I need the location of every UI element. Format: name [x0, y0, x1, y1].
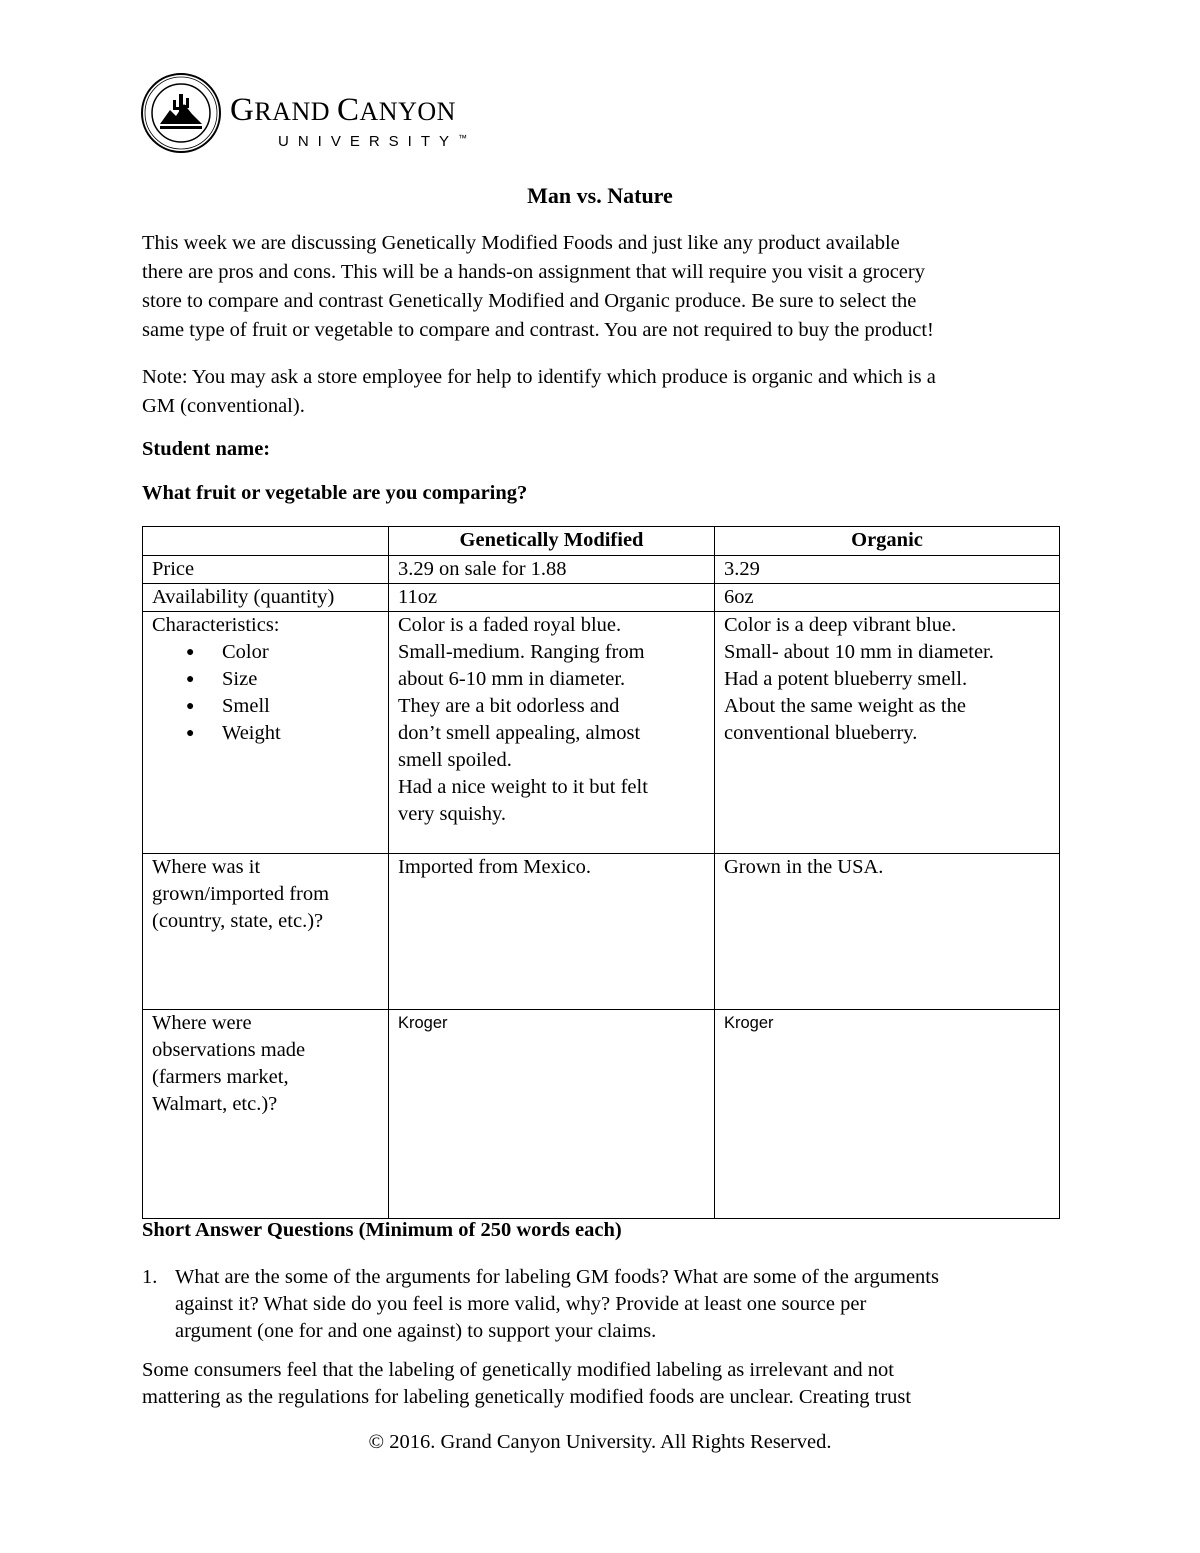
- question-1: [142, 1264, 1067, 1345]
- intro-line: This week we are discussing Genetically Modified Foods and just like any product available: [142, 232, 900, 254]
- organic-char-line: Color is a deep vibrant blue.: [724, 614, 957, 636]
- question-line: What are the some of the arguments for labeling GM foods? What are some of the arguments: [175, 1266, 939, 1288]
- organic-char-line: Small- about 10 mm in diameter.: [724, 641, 994, 663]
- header-blank: [143, 527, 389, 556]
- grown-label: [143, 854, 389, 1010]
- gm-char-line: Color is a faded royal blue.: [398, 614, 622, 636]
- observed-label-line: (farmers market,: [152, 1066, 289, 1088]
- gm-char-line: Small-medium. Ranging from: [398, 641, 645, 663]
- grown-label-line: Where was it: [152, 856, 261, 878]
- copyright-footer: © 2016. Grand Canyon University. All Rights Reserved.: [368, 1431, 832, 1453]
- university-seal-icon: [140, 72, 222, 154]
- header-gm: Genetically Modified: [389, 527, 715, 556]
- table-row-availability: [143, 584, 1060, 612]
- characteristics-list: [152, 639, 379, 747]
- grown-label-line: (country, state, etc.)?: [152, 910, 324, 932]
- comparing-label: What fruit or vegetable are you comparing?: [142, 482, 528, 504]
- characteristics-label-cell: [143, 612, 389, 854]
- grown-gm: Imported from Mexico.: [389, 854, 715, 1010]
- list-item: ● Weight: [186, 720, 379, 747]
- characteristics-organic: [715, 612, 1060, 854]
- price-gm: 3.29 on sale for 1.88: [389, 556, 715, 584]
- question-text: [175, 1264, 1067, 1345]
- answer-paragraph: [142, 1357, 1067, 1411]
- logo-wordmark: GRAND CANYON: [230, 92, 456, 128]
- table-row-grown: [143, 854, 1060, 1010]
- price-label: Price: [143, 556, 389, 584]
- list-item: ● Size: [186, 666, 379, 693]
- gm-char-line: very squishy.: [398, 803, 506, 825]
- grown-organic: Grown in the USA.: [715, 854, 1060, 1010]
- observed-label-line: Where were: [152, 1012, 252, 1034]
- table-row-characteristics: [143, 612, 1060, 854]
- gm-char-line: about 6-10 mm in diameter.: [398, 668, 626, 690]
- observed-label: [143, 1010, 389, 1219]
- availability-gm: 11oz: [389, 584, 715, 612]
- availability-organic: 6oz: [715, 584, 1060, 612]
- price-organic: 3.29: [715, 556, 1060, 584]
- observed-organic: Kroger: [715, 1010, 1060, 1219]
- characteristics-label: Characteristics:: [152, 614, 280, 636]
- question-number: 1.: [142, 1266, 158, 1288]
- gm-char-line: don’t smell appealing, almost: [398, 722, 641, 744]
- availability-label: Availability (quantity): [143, 584, 389, 612]
- observed-label-line: Walmart, etc.)?: [152, 1093, 278, 1115]
- university-logo: [140, 72, 510, 156]
- header-organic: Organic: [715, 527, 1060, 556]
- question-line: argument (one for and one against) to support your claims.: [175, 1320, 657, 1342]
- organic-char-line: Had a potent blueberry smell.: [724, 668, 968, 690]
- note-paragraph: [142, 363, 1067, 421]
- characteristics-gm: [389, 612, 715, 854]
- gm-char-line: They are a bit odorless and: [398, 695, 620, 717]
- logo-university-text: UNIVERSITY™: [278, 133, 468, 150]
- answer-line: Some consumers feel that the labeling of genetically modified labeling as irrelevant and not: [142, 1359, 894, 1381]
- table-header-row: [143, 527, 1060, 556]
- observed-label-line: observations made: [152, 1039, 306, 1061]
- table-row-price: [143, 556, 1060, 584]
- grown-label-line: grown/imported from: [152, 883, 330, 905]
- comparison-table: [142, 526, 1060, 1219]
- organic-char-line: About the same weight as the: [724, 695, 966, 717]
- gm-char-line: smell spoiled.: [398, 749, 512, 771]
- intro-line: same type of fruit or vegetable to compare and contrast. You are not required to buy the product!: [142, 319, 934, 341]
- table-row-observed: [143, 1010, 1060, 1219]
- intro-paragraph: [142, 229, 1067, 345]
- intro-line: store to compare and contrast Genetically Modified and Organic produce. Be sure to select the: [142, 290, 917, 312]
- note-line: GM (conventional).: [142, 395, 305, 417]
- student-name-label: Student name:: [142, 438, 271, 460]
- organic-char-line: conventional blueberry.: [724, 722, 918, 744]
- list-item: ● Color: [186, 639, 379, 666]
- list-item: ● Smell: [186, 693, 379, 720]
- question-line: against it? What side do you feel is more valid, why? Provide at least one source per: [175, 1293, 867, 1315]
- short-answer-heading: Short Answer Questions (Minimum of 250 words each): [142, 1219, 622, 1241]
- note-line: Note: You may ask a store employee for help to identify which produce is organic and which is a: [142, 366, 936, 388]
- intro-line: there are pros and cons. This will be a hands-on assignment that will require you visit a grocery: [142, 261, 925, 283]
- answer-line: mattering as the regulations for labeling genetically modified foods are unclear. Creating trust: [142, 1386, 912, 1408]
- page-title: Man vs. Nature: [527, 183, 673, 208]
- gm-char-line: Had a nice weight to it but felt: [398, 776, 648, 798]
- observed-gm: Kroger: [389, 1010, 715, 1219]
